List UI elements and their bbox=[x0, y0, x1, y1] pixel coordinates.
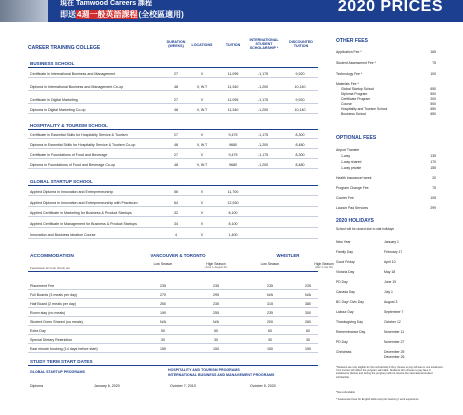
table-row: Applied Diploma in Innovation and Entrepreneurship 56 V 11,700 bbox=[28, 188, 318, 196]
fee-row: 1-way 135 bbox=[341, 154, 436, 158]
table-row: Diploma in Essential Skills for Hospitality Service & Tourism Co-op 48 V, W.T 9680 -1,200 8,480 bbox=[28, 141, 318, 149]
col-discounted: DISCOUNTED TUITION bbox=[289, 40, 313, 48]
fee-row: 1-way private 155 bbox=[341, 166, 436, 170]
section-global-startup: GLOBAL STARTUP SCHOOL bbox=[28, 178, 318, 186]
fee-row: Health Insurance/ week 20 bbox=[336, 176, 436, 180]
holiday-row: Good Friday April 10 bbox=[336, 260, 396, 264]
table-row: Certificate in International Business and Management 27 V 11,095 -1,175 9,920 bbox=[28, 70, 318, 78]
fee-row: Program Change Fee 75 bbox=[336, 186, 436, 190]
table-row: Certificate in Foundations of Food and Beverage 27 V 9,475 -1,175 8,300 bbox=[28, 151, 318, 159]
col-locations: LOCATIONS bbox=[191, 43, 213, 47]
fee-row: Student Assessment Fee * 75 bbox=[336, 61, 436, 65]
table-row: Innovation and Business Ideation Course 4 V 1,400 bbox=[28, 231, 318, 239]
holiday-row: Labour Day September 7 bbox=[336, 310, 404, 314]
other-fees-title: OTHER FEES bbox=[336, 38, 368, 44]
fee-row: Global Startup School 650 bbox=[341, 87, 436, 91]
season-label: High Season (June 1–August 31) bbox=[204, 262, 228, 269]
fee-row: Materials Fee * bbox=[336, 82, 359, 86]
table-row: Applied Certificate in Management for Business & Product Startups 34 V 8,100 bbox=[28, 220, 318, 228]
study-date: October 7, 2019 bbox=[170, 384, 196, 388]
scholarship-note: *Students are only eligible for this scholarship if they choose to pay full fees in one instalment. Your invoice will reflect the program start date. Students who choose to pay fees in instalments (before and during the program) will not receive the international student scholarship. bbox=[336, 366, 444, 379]
holiday-row: Victoria Day May 18 bbox=[336, 270, 396, 274]
header-banner bbox=[0, 0, 463, 22]
study-date: January 6, 2020 bbox=[94, 384, 120, 388]
holiday-row: Family Day February 17 bbox=[336, 250, 403, 254]
banner-highlight: 4週一般英語課程 bbox=[77, 10, 138, 19]
tuition-table-header bbox=[28, 40, 318, 56]
table-row: Full Boards (3 meals per day) 270 295 N/A N/A bbox=[28, 291, 318, 299]
col-scholarship: INTERNATIONAL STUDENT SCHOLARSHIP * bbox=[249, 38, 279, 50]
fee-row: Certificate Program 200 bbox=[341, 97, 436, 101]
section-hospitality: HOSPITALITY & TOURISM SCHOOL bbox=[28, 122, 318, 130]
col-duration: DURATION (WEEKS) bbox=[166, 40, 186, 48]
season-label: Low Season bbox=[153, 262, 173, 266]
holiday-row: Christmas December 25 bbox=[336, 350, 405, 354]
study-row-label: Diploma bbox=[30, 384, 44, 388]
fee-row: Hospitality and Tourism School 650 bbox=[341, 107, 436, 111]
college-title: CAREER TRAINING COLLEGE bbox=[28, 45, 101, 51]
accommodation-title: ACCOMMODATION bbox=[30, 254, 74, 259]
holiday-row: December 26 bbox=[384, 355, 405, 359]
holiday-row: Thanksgiving Day October 12 bbox=[336, 320, 401, 324]
holiday-row: Remembrance Day November 11 bbox=[336, 330, 405, 334]
section-business: BUSINESS SCHOOL bbox=[28, 60, 318, 68]
accommodation-subtitle: Fees/week 12 noon check out bbox=[30, 266, 70, 270]
table-row: Extra Day 50 50 60 60 bbox=[28, 327, 318, 335]
fee-row: 1-way shared 170 bbox=[341, 160, 436, 164]
fee-row: Airport Transfer bbox=[336, 148, 360, 152]
fee-row: Course 500 bbox=[341, 102, 436, 106]
table-row: Room stay (no meals) 190 255 235 300 bbox=[28, 309, 318, 317]
assessment-note: * Assessment fees for English skills and prior learning / work experience bbox=[336, 398, 419, 401]
table-row: Diploma in Digital Marketing Co-op 48 V, W.T 11,340 -1,200 10,140 bbox=[28, 106, 318, 114]
table-row: East minute booking (14 days before start) 150 150 150 150 bbox=[28, 345, 318, 353]
col-hospitality: HOSPITALITY AND TOURISM PROGRAMS bbox=[168, 368, 240, 372]
table-row: Certificate in Digital Marketing 27 V 11,095 -1,175 9,920 bbox=[28, 96, 318, 104]
fee-row: Courier Fee 105 bbox=[336, 196, 436, 200]
nonrefundable-note: *Non-refundable bbox=[336, 391, 355, 394]
holiday-row: Canada Day July 1 bbox=[336, 290, 393, 294]
table-row: Student Dorm Shared (no meals) N/A N/A 200 260 bbox=[28, 318, 318, 326]
accommodation-header bbox=[28, 252, 334, 272]
banner-title: 現在 Tamwood Careers 課程 bbox=[60, 0, 153, 7]
banner-subtitle: 即送4週一般英語課程(全校區適用) bbox=[60, 10, 184, 19]
optional-fees-title: OPTIONAL FEES bbox=[336, 135, 377, 141]
banner-right-panel bbox=[322, 0, 463, 22]
city-whistler: WHISTLER bbox=[276, 253, 300, 258]
holidays-title: 2020 HOLIDAYS bbox=[336, 218, 374, 224]
fee-row: Diploma Program 500 bbox=[341, 92, 436, 96]
table-row: Special Dietary Restriction 30 30 30 30 bbox=[28, 336, 318, 344]
city-vancouver-toronto: VANCOUVER & TORONTO bbox=[150, 253, 206, 258]
fee-row: Business School 650 bbox=[341, 112, 436, 116]
table-row: Diploma in Foundations of Food and Beverage Co-op 48 V, W.T 9680 -1,200 8,480 bbox=[28, 161, 318, 169]
table-row: Applied Diploma in Innovation and Entrepreneurship with Practicum 64 V 12,530 bbox=[28, 199, 318, 207]
study-date: October 5, 2020 bbox=[250, 384, 276, 388]
fee-row: Application Fee * 165 bbox=[336, 50, 436, 54]
study-term-header: STUDY TERM START DATES bbox=[28, 358, 318, 366]
holiday-row: New Year January 1 bbox=[336, 240, 399, 244]
table-row: Applied Certificate in Marketing for Business & Product Startups 32 V 8,100 bbox=[28, 209, 318, 217]
holiday-row: BC Day/ Civic Day August 3 bbox=[336, 300, 398, 304]
col-tuition: TUITION bbox=[225, 43, 241, 47]
table-row: Certificate in Essential Skills for Hospitality Service & Tourism 27 V 9,475 -1,175 8,300 bbox=[28, 131, 318, 139]
holiday-row: PD Day June 19 bbox=[336, 280, 397, 284]
season-label: Low Season bbox=[260, 262, 280, 266]
holiday-row: PD Day November 27 bbox=[336, 340, 405, 344]
table-row: Diploma in International Business and Management Co-op 48 V, W.T 11,340 -1,200 10,140 bbox=[28, 83, 318, 91]
banner-photo bbox=[0, 0, 48, 22]
col-business: INTERNATIONAL BUSINESS AND MANAGEMENT PROGRAMS bbox=[168, 373, 275, 377]
season-label: High Season (Dec 1–Apr 30) bbox=[314, 262, 334, 269]
fee-row: Technology Fee * 100 bbox=[336, 72, 436, 76]
fee-row: Launch Pad Services 299 bbox=[336, 206, 436, 210]
col-global-startup: GLOBAL STARTUP PROGRAMS bbox=[30, 370, 85, 374]
table-row: Half Board (2 meals per day) 260 235 315 380 bbox=[28, 300, 318, 308]
table-row: Placement Fee 235 235 235 235 bbox=[28, 282, 318, 290]
holidays-subtitle: School will be closed due to stat holidays bbox=[336, 227, 394, 231]
prices-title: 2020 PRICES bbox=[337, 0, 443, 15]
